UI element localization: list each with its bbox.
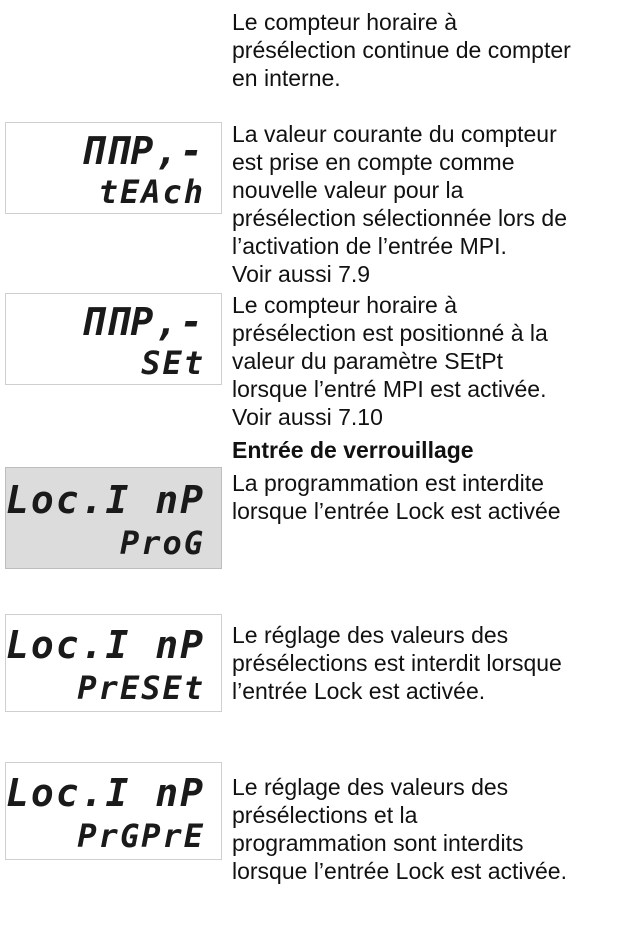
lcd-display-lock-prog-preset bbox=[5, 762, 222, 860]
text-line: présélection sélectionnée lors de bbox=[232, 205, 567, 231]
lcd-display-mpi-set bbox=[5, 293, 222, 385]
text-line: présélection continue de compter bbox=[232, 37, 571, 63]
text-line: Le compteur horaire à bbox=[232, 9, 458, 35]
intro-paragraph bbox=[232, 8, 634, 92]
text-line: Le réglage des valeurs des bbox=[232, 622, 509, 648]
text-line: en interne. bbox=[232, 65, 341, 91]
text-line: lorsque l’entrée Lock est activée bbox=[232, 498, 561, 524]
text-line: nouvelle valeur pour la bbox=[232, 177, 464, 203]
text-line: programmation sont interdits bbox=[232, 830, 524, 856]
text-line: Voir aussi 7.10 bbox=[232, 404, 383, 430]
lcd-display-lock-preset bbox=[5, 614, 222, 712]
text-line: Le réglage des valeurs des bbox=[232, 774, 509, 800]
lcd-line-2: SEt bbox=[141, 344, 205, 382]
text-line: est prise en compte comme bbox=[232, 149, 515, 175]
description-lock-prog-preset bbox=[232, 773, 634, 885]
lcd-line-1: Loc.I nP bbox=[5, 478, 205, 522]
lcd-line-1: ΠΠΡ,- bbox=[80, 300, 205, 344]
lcd-line-2: tEAch bbox=[98, 173, 205, 211]
text-line: l’entrée Lock est activée. bbox=[232, 678, 486, 704]
lcd-line-2: PrGPrE bbox=[77, 817, 205, 855]
text-line: présélection est positionné à la bbox=[232, 320, 548, 346]
text-line: Le compteur horaire à bbox=[232, 292, 458, 318]
text-line: l’activation de l’entrée MPI. bbox=[232, 233, 507, 259]
text-line: valeur du paramètre SEtPt bbox=[232, 348, 504, 374]
description-mpi-set bbox=[232, 291, 634, 431]
lcd-line-1: Loc.I nP bbox=[5, 623, 205, 667]
lcd-line-2: PrESEt bbox=[77, 669, 205, 707]
lcd-display-lock-prog bbox=[5, 467, 222, 569]
text-line: Voir aussi 7.9 bbox=[232, 261, 371, 287]
description-lock-prog bbox=[232, 469, 634, 525]
text-line: présélections et la bbox=[232, 802, 418, 828]
text-line: lorsque l’entrée Lock est activée. bbox=[232, 858, 567, 884]
lcd-line-1: Loc.I nP bbox=[5, 771, 205, 815]
lcd-line-2: ProG bbox=[119, 524, 205, 562]
section-heading: Entrée de verrouillage bbox=[232, 437, 474, 463]
description-lock-preset bbox=[232, 621, 634, 705]
lcd-display-mpi-teach bbox=[5, 122, 222, 214]
text-line: lorsque l’entré MPI est activée. bbox=[232, 376, 547, 402]
description-mpi-teach bbox=[232, 120, 634, 288]
lcd-line-1: ΠΠΡ,- bbox=[80, 129, 205, 173]
text-line: présélections est interdit lorsque bbox=[232, 650, 562, 676]
text-line: La valeur courante du compteur bbox=[232, 121, 557, 147]
text-line: La programmation est interdite bbox=[232, 470, 544, 496]
